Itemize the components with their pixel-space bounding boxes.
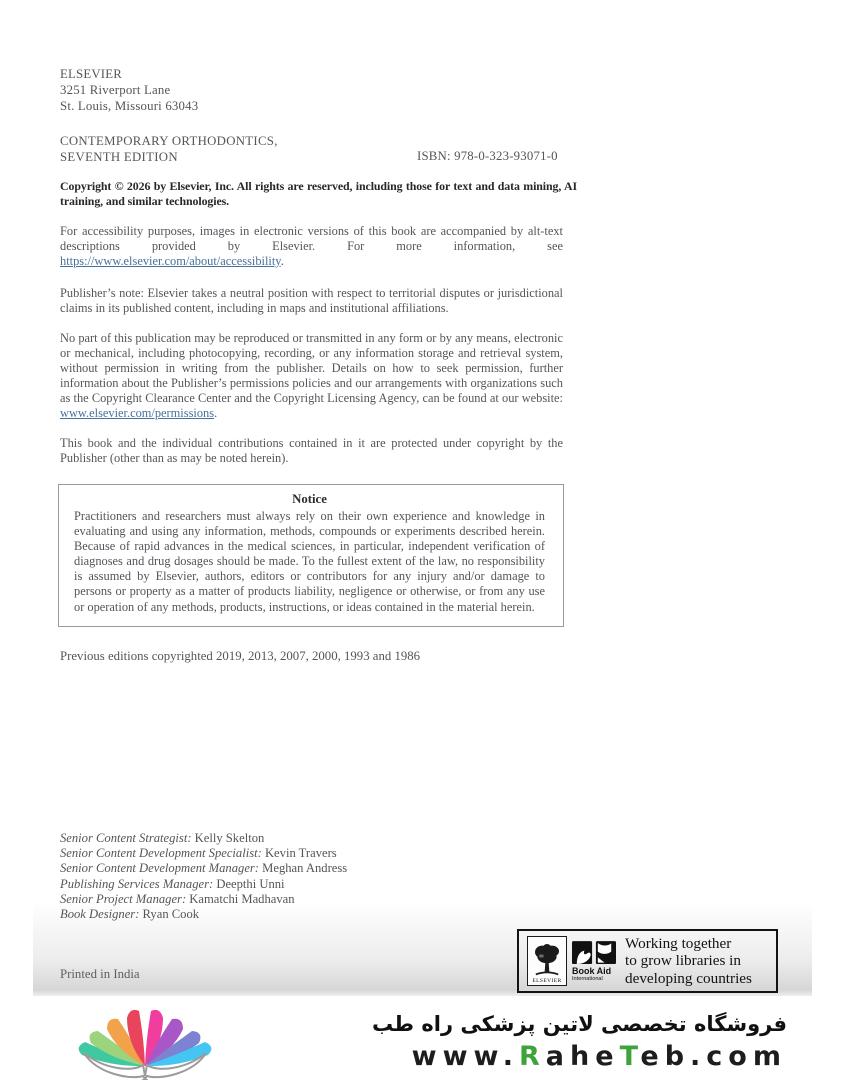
- notice-body: Practitioners and researchers must always rely on their own experience and knowledge in evaluating and using any information, methods, compounds or experiments described herein. Because of rapid advances in the medical sciences, in particular, independent verification of diagnoses and drug dosages should be made. To the fullest extent of the law, no responsibility is assumed by Elsevier, authors, editors or contributors for any injury and/or damage to persons or property as a matter of products liability, negligence or otherwise, or from any use or operation of any methods, products, instructions, or ideas contained in the material herein.: [74, 509, 545, 614]
- credit-name: Kevin Travers: [261, 846, 337, 861]
- persian-store-name: فروشگاه تخصصی لاتین پزشکی راه طب: [372, 1012, 787, 1036]
- slogan-line-1: Working together: [625, 934, 732, 952]
- previous-editions: Previous editions copyrighted 2019, 2013, 2007, 2000, 1993 and 1986: [60, 649, 421, 663]
- permissions-paragraph: [60, 331, 563, 422]
- book-title: [60, 133, 278, 165]
- publisher-name: ELSEVIER: [60, 67, 123, 81]
- address-line-1: 3251 Riverport Lane: [60, 83, 171, 97]
- elsevier-tree-icon: [531, 942, 563, 978]
- book-title-line2: SEVENTH EDITION: [60, 150, 178, 164]
- staff-credits: [60, 831, 347, 922]
- accessibility-link[interactable]: https://www.elsevier.com/about/accessibility: [60, 254, 281, 269]
- accessibility-paragraph: [60, 224, 563, 269]
- permissions-text: No part of this publication may be reproduced or transmitted in any form or by any means, electronic or mechanical, including photocopying, recording, or any information storage and retrieval system, without permission in writing from the publisher. Details on how to seek permission, further information about the Publisher’s permissions policies and our arrangements with organizations such as the Copyright Clearance Center and the Copyright Licensing Agency, can be found at our website:: [60, 331, 563, 406]
- notice-box: [58, 484, 564, 627]
- credit-row: [60, 892, 347, 907]
- credit-name: Deepthi Unni: [213, 876, 285, 891]
- credit-role: Senior Content Strategist:: [60, 831, 192, 845]
- copyright-protection-paragraph: This book and the individual contributions contained in it are protected under copyright by the Publisher (other than as may be noted herein).: [60, 436, 563, 466]
- credit-row: [60, 846, 347, 861]
- credit-role: Book Designer:: [60, 907, 140, 922]
- book-aid-banner: [517, 929, 778, 993]
- raheteb-url[interactable]: [372, 1041, 787, 1072]
- credit-role: Senior Content Development Specialist:: [60, 846, 262, 861]
- printed-in: Printed in India: [60, 967, 140, 981]
- credit-role: Senior Project Manager:: [60, 891, 187, 906]
- address-line-2: St. Louis, Missouri 63043: [60, 99, 199, 113]
- url-seg: R: [519, 1041, 546, 1072]
- url-seg: ahe: [545, 1041, 620, 1072]
- credit-row: [60, 907, 347, 922]
- isbn: ISBN: 978-0-323-93071-0: [417, 149, 558, 163]
- credit-name: Ryan Cook: [139, 907, 200, 922]
- accessibility-text-end: .: [280, 254, 284, 269]
- raheteb-logo: [70, 1003, 220, 1080]
- elsevier-logo-label: ELSEVIER: [532, 978, 562, 984]
- url-seg: T: [619, 1041, 641, 1072]
- credit-role: Publishing Services Manager:: [60, 876, 214, 891]
- publisher-address: [60, 66, 198, 114]
- credit-row: [60, 861, 347, 876]
- elsevier-logo: [527, 936, 567, 986]
- book-aid-subname: International: [572, 975, 603, 982]
- book-title-line1: CONTEMPORARY ORTHODONTICS,: [60, 134, 278, 148]
- book-aid-slogan: [625, 935, 752, 988]
- publishers-note: Publisher’s note: Elsevier takes a neutral position with respect to territorial disputes or jurisdictional claims in its published content, including in maps and institutional affiliations.: [60, 286, 563, 316]
- book-aid-logo: [572, 941, 618, 982]
- permissions-link[interactable]: www.elsevier.com/permissions: [60, 406, 215, 421]
- open-book-icon: [70, 1003, 220, 1080]
- credit-name: Kamatchi Madhavan: [186, 891, 295, 906]
- notice-title: Notice: [292, 492, 327, 506]
- credit-row: [60, 877, 347, 892]
- credit-role: Senior Content Development Manager:: [60, 861, 260, 876]
- copyright-statement: Copyright © 2026 by Elsevier, Inc. All rights are reserved, including those for text and data mining, AI training, and similar technologies.: [60, 179, 577, 209]
- book-aid-icon: [572, 941, 616, 966]
- permissions-text-end: .: [214, 406, 218, 421]
- raheteb-branding: [372, 1010, 787, 1072]
- slogan-line-3: developing countries: [625, 969, 752, 987]
- slogan-line-2: to grow libraries in: [625, 952, 741, 970]
- accessibility-text: For accessibility purposes, images in electronic versions of this book are accompanied by alt-text descriptions provided by Elsevier. For more information, see: [60, 224, 563, 254]
- url-seg: www.: [411, 1041, 519, 1072]
- credit-name: Meghan Andress: [259, 861, 348, 876]
- credit-row: [60, 831, 347, 846]
- credit-name: Kelly Skelton: [191, 831, 265, 845]
- url-seg: eb.com: [640, 1041, 787, 1072]
- book-aid-name: Book Aid: [572, 965, 612, 976]
